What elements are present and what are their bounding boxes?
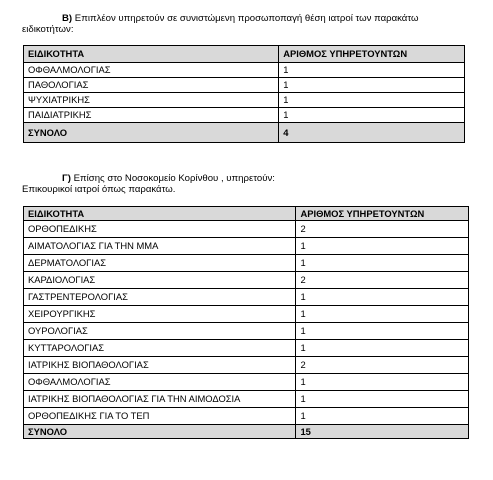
specialty-cell: ΙΑΤΡΙΚΗΣ ΒΙΟΠΑΘΟΛΟΓΙΑΣ bbox=[24, 357, 296, 374]
count-cell: 1 bbox=[296, 238, 469, 255]
count-cell: 1 bbox=[279, 78, 465, 93]
count-cell: 15 bbox=[296, 425, 469, 439]
specialty-cell: ΧΕΙΡΟΥΡΓΙΚΗΣ bbox=[24, 306, 296, 323]
table-row bbox=[24, 108, 465, 123]
table-total-row bbox=[24, 425, 469, 439]
table-row bbox=[24, 306, 469, 323]
table-row bbox=[24, 323, 469, 340]
specialty-cell: ΔΕΡΜΑΤΟΛΟΓΙΑΣ bbox=[24, 255, 296, 272]
specialty-cell: ΟΦΘΑΛΜΟΛΟΓΙΑΣ bbox=[24, 374, 296, 391]
specialty-cell: ΓΑΣΤΡΕΝΤΕΡΟΛΟΓΙΑΣ bbox=[24, 289, 296, 306]
specialty-cell: ΟΡΘΟΠΕΔΙΚΗΣ bbox=[24, 221, 296, 238]
section-g-line2: Επικουρικοί ιατροί όπως παρακάτω. bbox=[22, 184, 176, 195]
specialty-cell: ΣΥΝΟΛΟ bbox=[24, 123, 279, 143]
section-b-line2: ειδικοτήτων: bbox=[22, 24, 74, 35]
table-row bbox=[24, 63, 465, 78]
table-row bbox=[24, 93, 465, 108]
count-cell: 1 bbox=[279, 93, 465, 108]
table-row bbox=[24, 408, 469, 425]
section-b-letter: Β) bbox=[62, 13, 73, 24]
count-cell: 4 bbox=[279, 123, 465, 143]
count-cell: 1 bbox=[296, 323, 469, 340]
count-cell: ΑΡΙΘΜΟΣ ΥΠΗΡΕΤΟΥΝΤΩΝ bbox=[296, 207, 469, 221]
count-cell: 1 bbox=[296, 340, 469, 357]
specialty-cell: ΑΙΜΑΤΟΛΟΓΙΑΣ ΓΙΑ ΤΗΝ ΜΜΑ bbox=[24, 238, 296, 255]
table-row bbox=[24, 238, 469, 255]
specialty-cell: ΠΑΘΟΛΟΓΙΑΣ bbox=[24, 78, 279, 93]
table-row bbox=[24, 340, 469, 357]
section-g-intro bbox=[22, 173, 482, 195]
specialty-cell: ΕΙΔΙΚΟΤΗΤΑ bbox=[24, 207, 296, 221]
table-header-row bbox=[24, 46, 465, 63]
table-row bbox=[24, 255, 469, 272]
section-g-letter: Γ) bbox=[62, 173, 71, 184]
section-g-text: Επίσης στο Νοσοκομείο Κορίνθου , υπηρετούν: bbox=[73, 173, 275, 184]
specialty-cell: ΙΑΤΡΙΚΗΣ ΒΙΟΠΑΘΟΛΟΓΙΑΣ ΓΙΑ ΤΗΝ ΑΙΜΟΔΟΣΙΑ bbox=[24, 391, 296, 408]
table-row bbox=[24, 78, 465, 93]
section-g-table bbox=[23, 206, 469, 439]
table-row bbox=[24, 221, 469, 238]
section-b-intro bbox=[22, 13, 482, 35]
table-row bbox=[24, 357, 469, 374]
specialty-cell: ΟΦΘΑΛΜΟΛΟΓΙΑΣ bbox=[24, 63, 279, 78]
table-row bbox=[24, 272, 469, 289]
section-b-table bbox=[23, 45, 465, 143]
table-total-row bbox=[24, 123, 465, 143]
count-cell: 1 bbox=[296, 255, 469, 272]
specialty-cell: ΚΥΤΤΑΡΟΛΟΓΙΑΣ bbox=[24, 340, 296, 357]
specialty-cell: ΟΡΘΟΠΕΔΙΚΗΣ ΓΙΑ ΤΟ ΤΕΠ bbox=[24, 408, 296, 425]
count-cell: 1 bbox=[296, 391, 469, 408]
count-cell: 2 bbox=[296, 357, 469, 374]
section-g-line1 bbox=[22, 173, 482, 184]
count-cell: 2 bbox=[296, 272, 469, 289]
count-cell: 1 bbox=[296, 408, 469, 425]
specialty-cell: ΚΑΡΔΙΟΛΟΓΙΑΣ bbox=[24, 272, 296, 289]
specialty-cell: ΨΥΧΙΑΤΡΙΚΗΣ bbox=[24, 93, 279, 108]
section-b-text: Επιπλέον υπηρετούν σε συνιστώμενη προσωποπαγή θέση ιατροί των παρακάτω bbox=[74, 13, 419, 24]
count-cell: 1 bbox=[296, 374, 469, 391]
count-cell: 1 bbox=[279, 63, 465, 78]
count-cell: 1 bbox=[279, 108, 465, 123]
table-row bbox=[24, 289, 469, 306]
count-cell: ΑΡΙΘΜΟΣ ΥΠΗΡΕΤΟΥΝΤΩΝ bbox=[279, 46, 465, 63]
table-row bbox=[24, 374, 469, 391]
section-b-line1 bbox=[22, 13, 482, 24]
table-row bbox=[24, 391, 469, 408]
specialty-cell: ΠΑΙΔΙΑΤΡΙΚΗΣ bbox=[24, 108, 279, 123]
specialty-cell: ΣΥΝΟΛΟ bbox=[24, 425, 296, 439]
specialty-cell: ΕΙΔΙΚΟΤΗΤΑ bbox=[24, 46, 279, 63]
count-cell: 1 bbox=[296, 306, 469, 323]
count-cell: 1 bbox=[296, 289, 469, 306]
specialty-cell: ΟΥΡΟΛΟΓΙΑΣ bbox=[24, 323, 296, 340]
table-header-row bbox=[24, 207, 469, 221]
count-cell: 2 bbox=[296, 221, 469, 238]
